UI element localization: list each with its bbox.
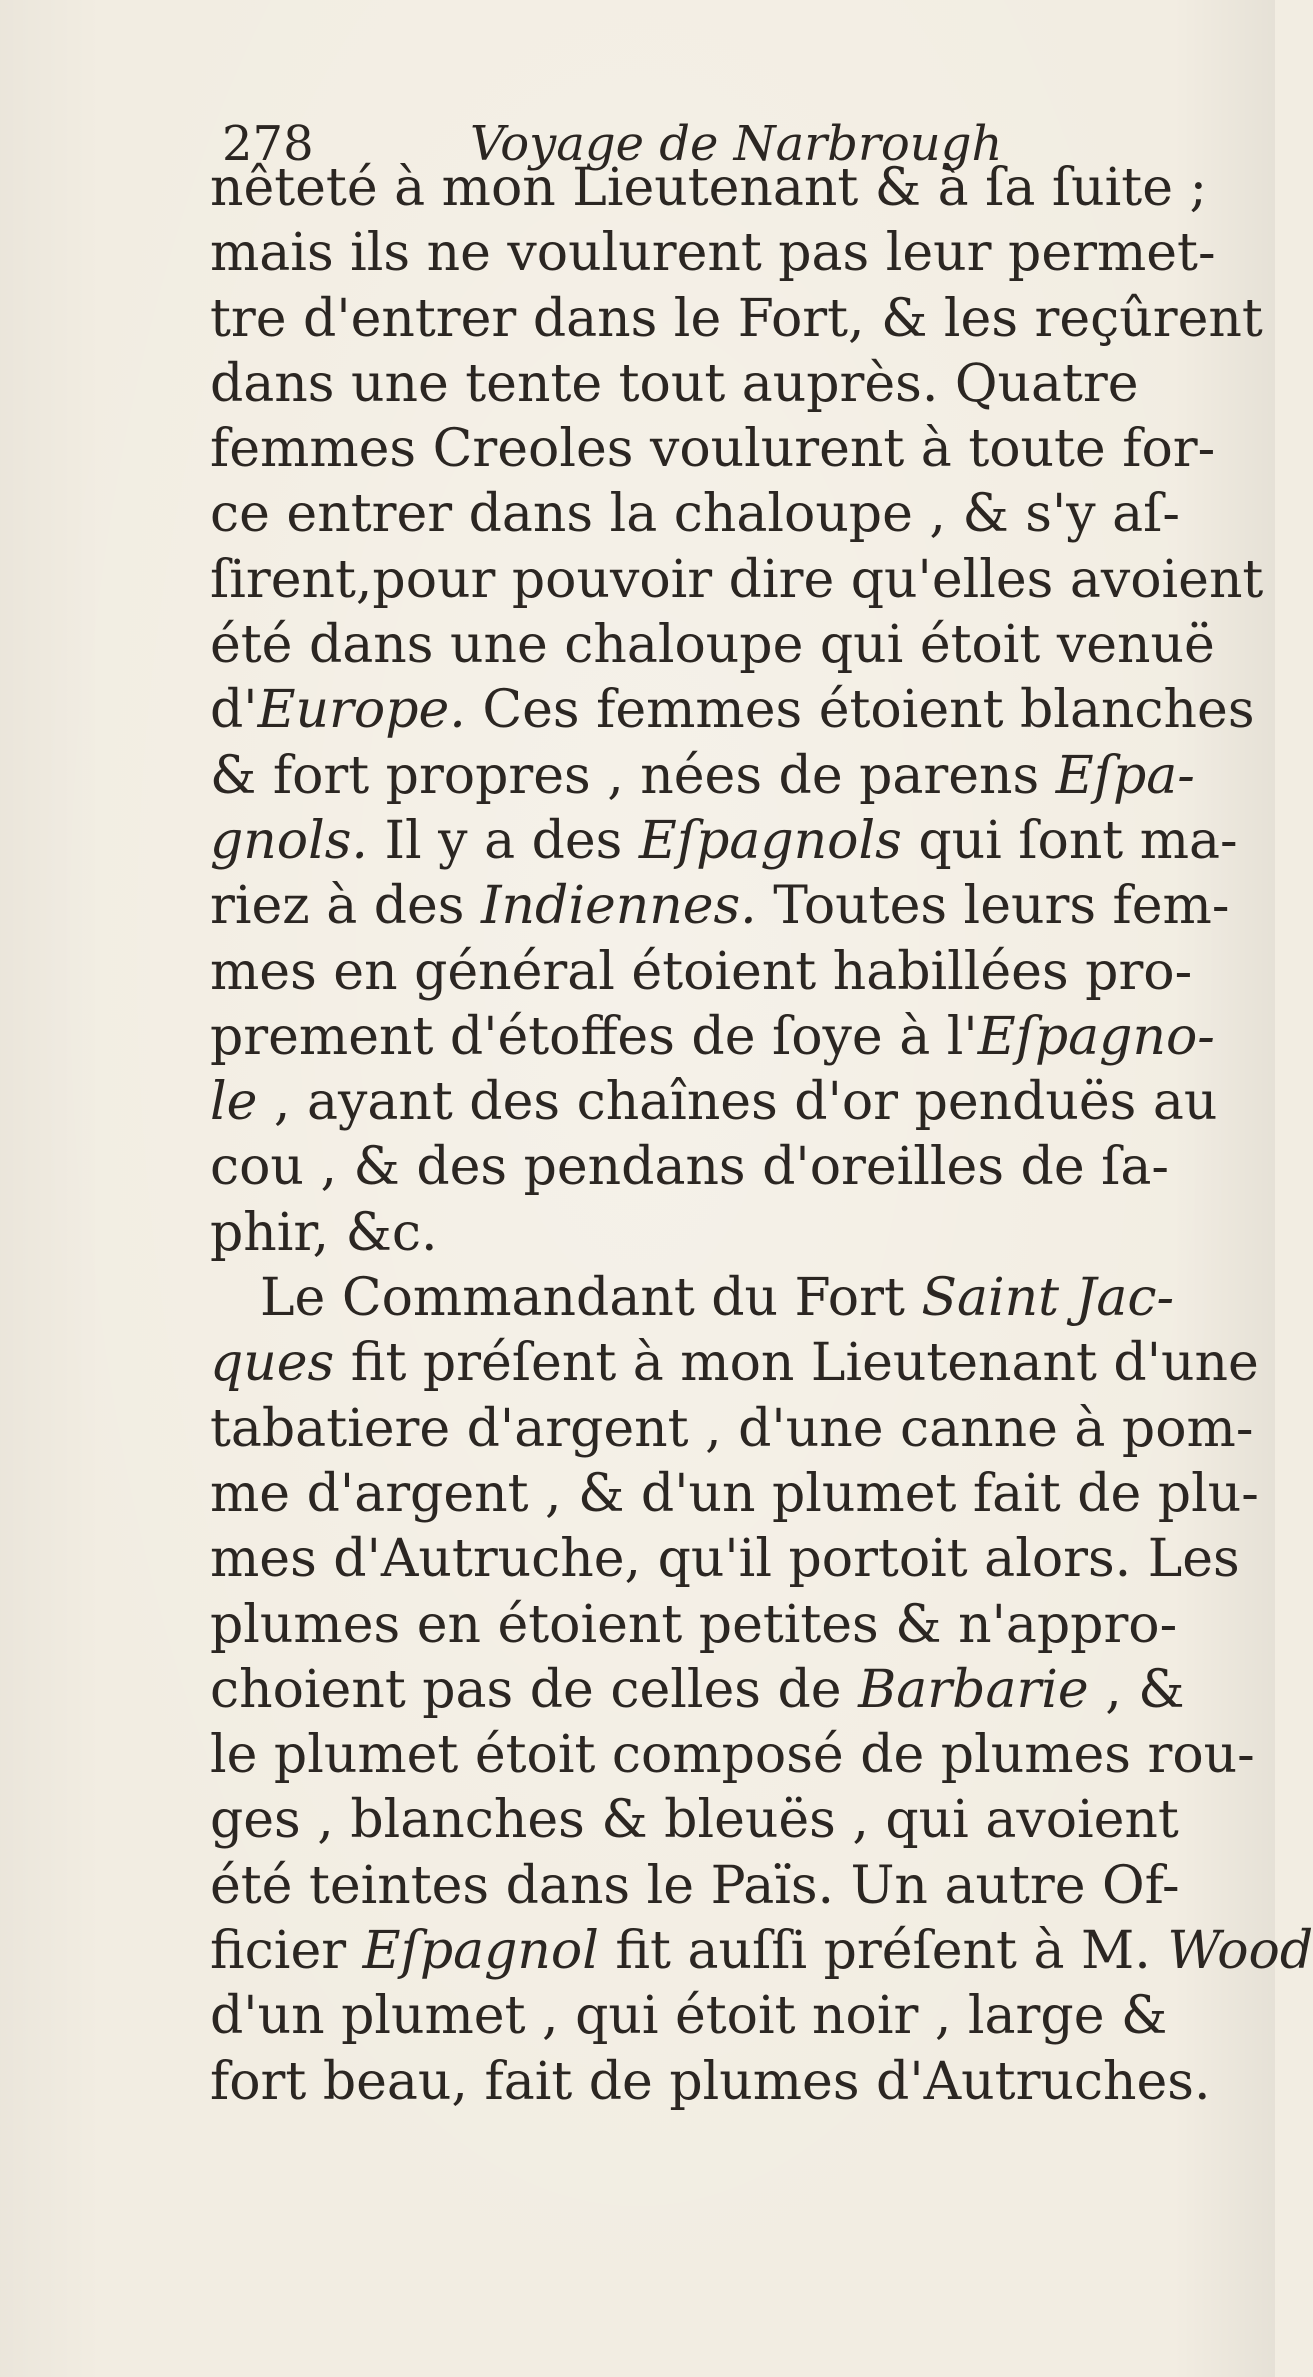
running-title: Voyage de Narbrough bbox=[470, 116, 1003, 172]
text-run: plumes en étoient petites & n'appro- bbox=[210, 1594, 1178, 1655]
italic-text: ques bbox=[210, 1333, 335, 1394]
text-line bbox=[210, 156, 1210, 221]
text-run: ficier bbox=[210, 1921, 363, 1982]
text-line bbox=[210, 1201, 1210, 1266]
italic-text: Saint Jac- bbox=[921, 1268, 1175, 1329]
text-line bbox=[210, 940, 1210, 1005]
text-run: ges , blanches & bleuës , qui avoient bbox=[210, 1790, 1179, 1851]
italic-text: Europe. bbox=[257, 680, 466, 741]
text-line bbox=[210, 352, 1210, 417]
text-run: nêteté à mon Lieutenant & à ſa ſuite ; bbox=[210, 158, 1208, 218]
text-line bbox=[210, 1854, 1210, 1919]
text-run: Le Commandant du Fort bbox=[260, 1268, 922, 1329]
text-line bbox=[210, 874, 1230, 939]
italic-text: Barbarie bbox=[858, 1659, 1089, 1720]
italic-text: Eſpagnol bbox=[362, 1921, 599, 1982]
italic-text: Eſpagno- bbox=[977, 1006, 1215, 1067]
text-line bbox=[210, 287, 1263, 352]
text-run: ſirent,pour pouvoir dire qu'elles avoient bbox=[210, 549, 1264, 610]
text-line bbox=[210, 1788, 1210, 1853]
text-run: fit préſent à mon Lieutenant d'une bbox=[334, 1333, 1259, 1394]
text-line bbox=[210, 1331, 1259, 1396]
italic-text: le bbox=[210, 1072, 258, 1133]
text-line bbox=[210, 1005, 1215, 1070]
italic-text: Eſpa- bbox=[1055, 745, 1195, 806]
text-line bbox=[210, 1984, 1210, 2049]
text-line bbox=[210, 1462, 1259, 1527]
text-run: tabatiere d'argent , d'une canne à pom- bbox=[210, 1398, 1254, 1459]
text-line bbox=[210, 1397, 1254, 1462]
text-run: & fort propres , nées de parens bbox=[210, 745, 1056, 806]
text-line bbox=[210, 809, 1238, 874]
text-run: fit auſſi préſent à M. bbox=[598, 1921, 1168, 1982]
text-run: cou , & des pendans d'oreilles de ſa- bbox=[210, 1137, 1169, 1198]
text-run: prement d'étoffes de ſoye à l' bbox=[210, 1006, 978, 1067]
text-run: me d'argent , & d'un plumet fait de plu- bbox=[210, 1463, 1259, 1524]
body-text bbox=[210, 156, 1313, 2115]
text-line bbox=[210, 1593, 1210, 1658]
text-run: dans une tente tout auprès. Quatre bbox=[210, 353, 1139, 414]
text-run: mes en général étoient habillées pro- bbox=[210, 941, 1193, 1002]
text-run: , & bbox=[1088, 1659, 1185, 1720]
text-run: choient pas de celles de bbox=[210, 1659, 859, 1720]
text-run: d'un plumet , qui étoit noir , large & bbox=[210, 1986, 1168, 2047]
text-run: Toutes leurs fem- bbox=[756, 876, 1230, 937]
text-run: Il y a des bbox=[367, 810, 639, 871]
text-line bbox=[210, 1919, 1313, 1984]
text-run: riez à des bbox=[210, 876, 481, 937]
text-run: fort beau, fait de plumes d'Autruches. bbox=[210, 2051, 1211, 2112]
text-line bbox=[210, 2050, 1210, 2115]
text-line bbox=[210, 1723, 1255, 1788]
text-run: , ayant des chaînes d'or penduës au bbox=[257, 1072, 1218, 1133]
text-line bbox=[210, 1658, 1210, 1723]
text-line bbox=[210, 1070, 1218, 1135]
text-run: mes d'Autruche, qu'il portoit alors. Les bbox=[210, 1529, 1240, 1590]
text-line bbox=[210, 482, 1210, 547]
text-line bbox=[210, 417, 1216, 482]
text-line bbox=[210, 678, 1255, 743]
italic-text: Wood bbox=[1167, 1921, 1313, 1982]
text-line bbox=[210, 613, 1215, 678]
text-run: d' bbox=[210, 680, 258, 741]
text-line bbox=[210, 744, 1210, 809]
text-line bbox=[210, 221, 1216, 286]
text-run: Ces femmes étoient blanches bbox=[465, 680, 1255, 741]
italic-text: gnols. bbox=[210, 810, 368, 871]
text-run: été teintes dans le Païs. Un autre Of- bbox=[210, 1855, 1180, 1916]
text-run: le plumet étoit composé de plumes rou- bbox=[210, 1725, 1255, 1786]
page-number: 278 bbox=[222, 116, 314, 172]
italic-text: Indiennes. bbox=[481, 876, 757, 937]
text-run: phir, &c. bbox=[210, 1202, 438, 1263]
text-line bbox=[210, 1135, 1210, 1200]
text-run: femmes Creoles voulurent à toute for- bbox=[210, 419, 1216, 480]
text-line bbox=[210, 1527, 1240, 1592]
text-run: été dans une chaloupe qui étoit venuë bbox=[210, 615, 1215, 676]
text-line bbox=[210, 548, 1264, 613]
text-run: tre d'entrer dans le Fort, & les reçûrent bbox=[210, 288, 1263, 349]
text-run: ce entrer dans la chaloupe , & s'y aſ- bbox=[210, 484, 1180, 545]
text-line bbox=[210, 1266, 1210, 1331]
italic-text: Eſpagnols bbox=[638, 810, 902, 871]
text-run: qui ſont ma- bbox=[901, 810, 1238, 871]
text-run: mais ils ne voulurent pas leur permet- bbox=[210, 223, 1216, 284]
